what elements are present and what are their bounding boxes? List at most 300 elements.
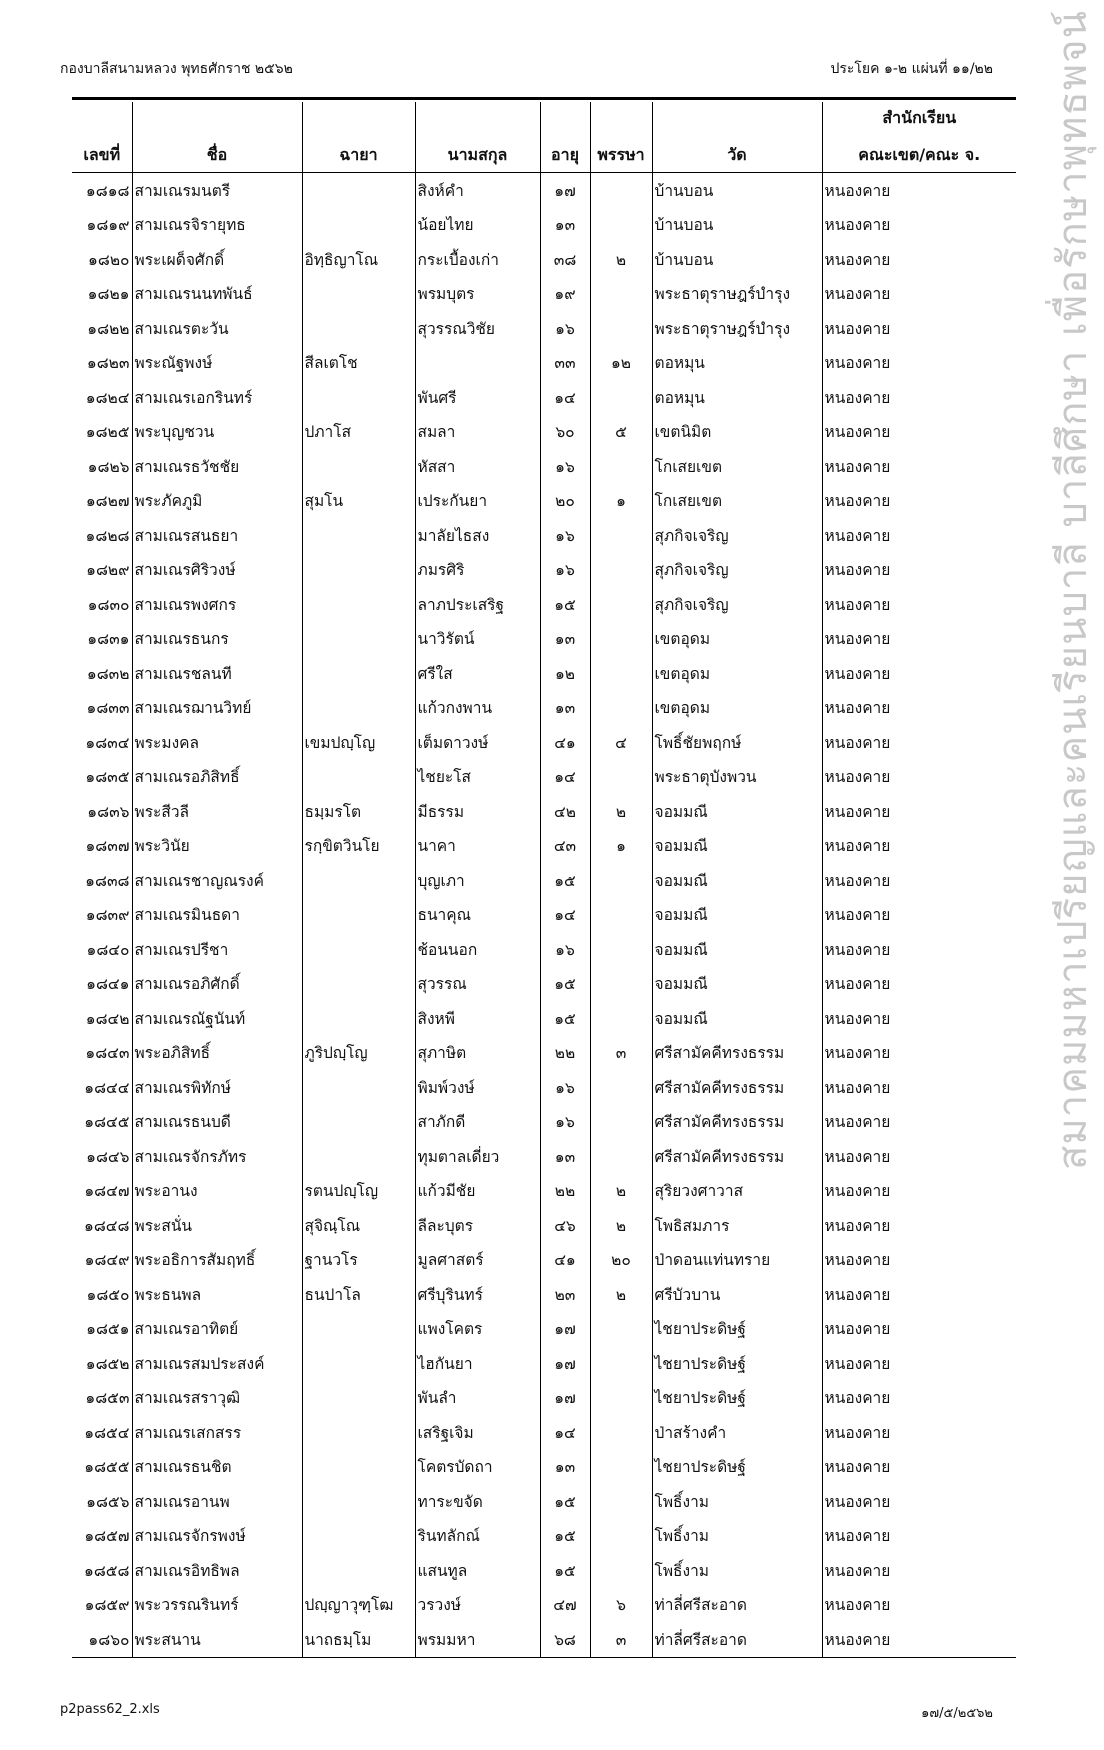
cell-surname: มูลศาสตร์: [415, 1243, 540, 1278]
cell-school: หนองคาย: [822, 1588, 1016, 1623]
table-row: [72, 311, 1016, 346]
cell-name: พระสนาน: [132, 1622, 302, 1657]
cell-school: หนองคาย: [822, 898, 1016, 933]
cell-age: ๑๕: [540, 1519, 590, 1554]
cell-name: พระสีวลี: [132, 794, 302, 829]
cell-age: ๔๖: [540, 1208, 590, 1243]
cell-surname: เสริฐเจิม: [415, 1415, 540, 1450]
cell-surname: มาลัยไธสง: [415, 518, 540, 553]
cell-num: ๑๘๒๒: [87, 319, 130, 338]
cell-age: ๑๙: [540, 277, 590, 312]
roster-table: [72, 102, 1016, 1658]
cell-name: สามเณรเสกสรร: [132, 1415, 302, 1450]
cell-pansa: [590, 967, 652, 1002]
table-row: [72, 967, 1016, 1002]
cell-age: ๑๔: [540, 380, 590, 415]
cell-surname: แสนทูล: [415, 1553, 540, 1588]
cell-age: ๑๓: [540, 208, 590, 243]
cell-pansa: [590, 277, 652, 312]
cell-num: ๑๘๕๒: [85, 1354, 130, 1373]
cell-age: ๑๖: [540, 311, 590, 346]
cell-surname: สุภาษิต: [415, 1036, 540, 1071]
cell-num: ๑๘๒๓: [86, 354, 130, 373]
cell-name: สามเณรธวัชชัย: [132, 449, 302, 484]
cell-num: ๑๘๔๕: [84, 1113, 130, 1132]
table-row: [72, 1139, 1016, 1174]
cell-school: หนองคาย: [822, 1553, 1016, 1588]
cell-name: สามเณรอิทธิพล: [132, 1553, 302, 1588]
cell-pansa: [590, 1105, 652, 1140]
cell-chaya: [302, 208, 415, 243]
cell-surname: ภมรศิริ: [415, 553, 540, 588]
footer-left: p2pass62_2.xls: [60, 1702, 160, 1717]
cell-wat: โกเสยเขต: [652, 484, 822, 519]
table-row: [72, 518, 1016, 553]
table-row: [72, 587, 1016, 622]
cell-chaya: อิทฺธิญาโณ: [302, 242, 415, 277]
cell-num: ๑๘๒๙: [86, 561, 130, 580]
cell-age: ๑๖: [540, 553, 590, 588]
cell-name: สามเณรธนชิต: [132, 1450, 302, 1485]
cell-age: ๔๗: [540, 1588, 590, 1623]
cell-chaya: [302, 1415, 415, 1450]
cell-num: ๑๘๔๘: [84, 1216, 130, 1235]
cell-chaya: [302, 691, 415, 726]
cell-surname: สิงหพี: [415, 1001, 540, 1036]
cell-age: ๑๗: [540, 1346, 590, 1381]
cell-num: ๑๘๒๖: [87, 457, 130, 476]
cell-age: ๑๕: [540, 863, 590, 898]
header-right: ประโยค ๑-๒ แผ่นที่ ๑๑/๒๒: [830, 61, 993, 77]
table-row: [72, 794, 1016, 829]
cell-pansa: ๖: [590, 1588, 652, 1623]
cell-name: สามเณรเอกรินทร์: [132, 380, 302, 415]
cell-name: สามเณรชาญณรงค์: [132, 863, 302, 898]
table-row: [72, 1036, 1016, 1071]
cell-pansa: [590, 311, 652, 346]
col-header-pansa: พรรษา: [590, 102, 652, 173]
table-row: [72, 691, 1016, 726]
cell-pansa: [590, 1312, 652, 1347]
cell-num: ๑๘๒๔: [85, 388, 130, 407]
cell-school: หนองคาย: [822, 1174, 1016, 1209]
col-header-age: อายุ: [540, 102, 590, 173]
cell-school: หนองคาย: [822, 1277, 1016, 1312]
cell-school: หนองคาย: [822, 1415, 1016, 1450]
cell-pansa: [590, 1484, 652, 1519]
cell-pansa: [590, 553, 652, 588]
cell-pansa: [590, 587, 652, 622]
cell-wat: ป่าดอนแท่นทราย: [652, 1243, 822, 1278]
cell-name: พระอภิสิทธิ์: [132, 1036, 302, 1071]
cell-school: หนองคาย: [822, 1243, 1016, 1278]
table-row: [72, 1553, 1016, 1588]
cell-school: หนองคาย: [822, 1622, 1016, 1657]
cell-school: หนองคาย: [822, 415, 1016, 450]
cell-num: ๑๘๕๑: [86, 1320, 130, 1339]
cell-surname: หัสสา: [415, 449, 540, 484]
cell-age: ๔๑: [540, 725, 590, 760]
cell-num: ๑๘๔๓: [85, 1044, 130, 1063]
cell-num: ๑๘๕๐: [86, 1285, 130, 1304]
table-row: [72, 1277, 1016, 1312]
table-top-rule: [72, 97, 1016, 100]
cell-school: หนองคาย: [822, 1208, 1016, 1243]
cell-name: สามเณรฌานวิทย์: [132, 691, 302, 726]
cell-chaya: นาถธมฺโม: [302, 1622, 415, 1657]
cell-num: ๑๘๔๑: [86, 975, 130, 994]
cell-chaya: [302, 587, 415, 622]
cell-wat: โพธิ์งาม: [652, 1519, 822, 1554]
cell-surname: พันลำ: [415, 1381, 540, 1416]
cell-age: ๑๓: [540, 1139, 590, 1174]
cell-chaya: ปญฺญาวุฑฺโฒ: [302, 1588, 415, 1623]
table-row: [72, 380, 1016, 415]
cell-num: ๑๘๔๐: [86, 940, 130, 959]
cell-age: ๑๓: [540, 622, 590, 657]
cell-pansa: [590, 518, 652, 553]
table-row: [72, 208, 1016, 243]
col-header-name: ชื่อ: [132, 102, 302, 173]
cell-chaya: [302, 932, 415, 967]
cell-pansa: ๒: [590, 242, 652, 277]
cell-name: พระบุญชวน: [132, 415, 302, 450]
cell-school: หนองคาย: [822, 760, 1016, 795]
cell-school: หนองคาย: [822, 656, 1016, 691]
cell-chaya: ปภาโส: [302, 415, 415, 450]
cell-pansa: ๑๒: [590, 346, 652, 381]
cell-num: ๑๘๒๕: [85, 423, 130, 442]
cell-chaya: [302, 553, 415, 588]
cell-chaya: [302, 1312, 415, 1347]
table-row: [72, 1622, 1016, 1657]
cell-age: ๓๓: [540, 346, 590, 381]
cell-age: ๑๖: [540, 1105, 590, 1140]
cell-school: หนองคาย: [822, 1381, 1016, 1416]
cell-name: สามเณรจักรพงษ์: [132, 1519, 302, 1554]
cell-pansa: ๒: [590, 1174, 652, 1209]
cell-name: พระมงคล: [132, 725, 302, 760]
cell-pansa: [590, 380, 652, 415]
cell-school: หนองคาย: [822, 380, 1016, 415]
cell-wat: บ้านบอน: [652, 242, 822, 277]
cell-wat: ศรีสามัคคีทรงธรรม: [652, 1070, 822, 1105]
table-row: [72, 1415, 1016, 1450]
table-header-row: [72, 102, 1016, 173]
cell-wat: ศรีสามัคคีทรงธรรม: [652, 1105, 822, 1140]
table-row: [72, 932, 1016, 967]
cell-num: ๑๘๓๐: [87, 595, 130, 614]
cell-wat: สุภกิจเจริญ: [652, 587, 822, 622]
cell-name: สามเณรพงศกร: [132, 587, 302, 622]
table-row: [72, 1208, 1016, 1243]
table-row: [72, 725, 1016, 760]
cell-wat: ตอหมุน: [652, 380, 822, 415]
cell-surname: สาภักดี: [415, 1105, 540, 1140]
cell-school: หนองคาย: [822, 208, 1016, 243]
cell-name: สามเณรอานพ: [132, 1484, 302, 1519]
cell-age: ๑๒: [540, 656, 590, 691]
cell-surname: พรมบุตร: [415, 277, 540, 312]
cell-surname: แพงโคตร: [415, 1312, 540, 1347]
cell-num: ๑๘๔๙: [84, 1251, 130, 1270]
cell-wat: จอมมณี: [652, 794, 822, 829]
cell-surname: ธนาคุณ: [415, 898, 540, 933]
table-row: [72, 1484, 1016, 1519]
cell-chaya: [302, 1070, 415, 1105]
col-header-num: เลขที่: [72, 102, 132, 173]
table-row: [72, 863, 1016, 898]
cell-num: ๑๘๒๘: [85, 526, 130, 545]
cell-name: พระสนั่น: [132, 1208, 302, 1243]
table-row: [72, 1312, 1016, 1347]
cell-name: พระอานง: [132, 1174, 302, 1209]
cell-wat: ไชยาประดิษฐ์: [652, 1346, 822, 1381]
cell-chaya: [302, 1484, 415, 1519]
cell-chaya: [302, 173, 415, 208]
cell-school: หนองคาย: [822, 829, 1016, 864]
cell-wat: เขตอุดม: [652, 622, 822, 657]
cell-num: ๑๘๔๒: [85, 1009, 130, 1028]
cell-wat: จอมมณี: [652, 898, 822, 933]
cell-chaya: [302, 380, 415, 415]
cell-pansa: [590, 1381, 652, 1416]
cell-age: ๑๗: [540, 1312, 590, 1347]
cell-name: สามเณรธนกร: [132, 622, 302, 657]
cell-num: ๑๘๕๘: [84, 1561, 130, 1580]
cell-school: หนองคาย: [822, 311, 1016, 346]
cell-chaya: [302, 1105, 415, 1140]
table-row: [72, 1381, 1016, 1416]
cell-name: พระธนพล: [132, 1277, 302, 1312]
cell-age: ๑๔: [540, 898, 590, 933]
cell-pansa: [590, 1346, 652, 1381]
cell-name: พระอธิการสัมฤทธิ์: [132, 1243, 302, 1278]
cell-name: สามเณรสนธยา: [132, 518, 302, 553]
cell-wat: ไชยาประดิษฐ์: [652, 1312, 822, 1347]
cell-pansa: [590, 656, 652, 691]
cell-wat: โกเสยเขต: [652, 449, 822, 484]
cell-chaya: [302, 449, 415, 484]
table-row: [72, 484, 1016, 519]
cell-pansa: [590, 1001, 652, 1036]
cell-surname: วรวงษ์: [415, 1588, 540, 1623]
cell-surname: ศรีบุรินทร์: [415, 1277, 540, 1312]
cell-surname: ศรีใส: [415, 656, 540, 691]
cell-school: หนองคาย: [822, 1346, 1016, 1381]
cell-wat: จอมมณี: [652, 829, 822, 864]
table-row: [72, 173, 1016, 208]
cell-wat: เขตอุดม: [652, 691, 822, 726]
cell-pansa: ๓: [590, 1036, 652, 1071]
cell-school: หนองคาย: [822, 1450, 1016, 1485]
cell-chaya: [302, 1519, 415, 1554]
cell-school: หนองคาย: [822, 932, 1016, 967]
cell-pansa: ๕: [590, 415, 652, 450]
cell-age: ๖๐: [540, 415, 590, 450]
cell-name: สามเณรศิริวงษ์: [132, 553, 302, 588]
cell-num: ๑๘๓๒: [86, 664, 130, 683]
cell-surname: น้อยไทย: [415, 208, 540, 243]
cell-num: ๑๘๕๖: [86, 1492, 130, 1511]
footer-right: ๑๗/๕/๒๕๖๒: [921, 1706, 993, 1721]
cell-surname: พันศรี: [415, 380, 540, 415]
cell-age: ๑๗: [540, 173, 590, 208]
cell-school: หนองคาย: [822, 1036, 1016, 1071]
cell-num: ๑๘๕๓: [85, 1389, 130, 1408]
cell-name: สามเณรนนทพันธ์: [132, 277, 302, 312]
cell-chaya: ธมฺมรโต: [302, 794, 415, 829]
cell-name: สามเณรมนตรี: [132, 173, 302, 208]
cell-wat: สุภกิจเจริญ: [652, 553, 822, 588]
cell-wat: โพธิ์งาม: [652, 1553, 822, 1588]
cell-surname: แก้วกงพาน: [415, 691, 540, 726]
cell-surname: สิงห์คำ: [415, 173, 540, 208]
cell-num: ๑๘๑๘: [85, 181, 130, 200]
cell-school: หนองคาย: [822, 1105, 1016, 1140]
cell-surname: ช้อนนอก: [415, 932, 540, 967]
cell-name: พระณัฐพงษ์: [132, 346, 302, 381]
cell-chaya: [302, 1553, 415, 1588]
cell-age: ๑๕: [540, 1484, 590, 1519]
cell-pansa: [590, 932, 652, 967]
cell-school: หนองคาย: [822, 691, 1016, 726]
cell-chaya: [302, 760, 415, 795]
cell-num: ๑๘๒๗: [85, 492, 130, 511]
cell-wat: ท่าลี่ศรีสะอาด: [652, 1588, 822, 1623]
cell-wat: บ้านบอน: [652, 173, 822, 208]
header-left: กองบาลีสนามหลวง พุทธศักราช ๒๕๖๒: [60, 61, 293, 77]
cell-surname: มีธรรม: [415, 794, 540, 829]
cell-wat: ไชยาประดิษฐ์: [652, 1381, 822, 1416]
cell-age: ๑๕: [540, 587, 590, 622]
cell-name: พระภัคภูมิ: [132, 484, 302, 519]
cell-pansa: [590, 760, 652, 795]
cell-chaya: [302, 656, 415, 691]
cell-name: พระวรรณรินทร์: [132, 1588, 302, 1623]
cell-chaya: รตนปญฺโญ: [302, 1174, 415, 1209]
cell-surname: ไฮกันยา: [415, 1346, 540, 1381]
cell-num: ๑๘๓๑: [87, 630, 130, 649]
table-row: [72, 449, 1016, 484]
cell-surname: บุญเภา: [415, 863, 540, 898]
cell-wat: จอมมณี: [652, 932, 822, 967]
cell-pansa: [590, 1070, 652, 1105]
cell-wat: บ้านบอน: [652, 208, 822, 243]
cell-wat: ศรีสามัคคีทรงธรรม: [652, 1036, 822, 1071]
cell-name: สามเณรพิทักษ์: [132, 1070, 302, 1105]
cell-wat: เขตอุดม: [652, 656, 822, 691]
cell-pansa: [590, 1553, 652, 1588]
table-row: [72, 1450, 1016, 1485]
cell-age: ๑๖: [540, 449, 590, 484]
col-header-school-line2: คณะเขต/คณะ จ.: [858, 145, 981, 164]
cell-school: หนองคาย: [822, 794, 1016, 829]
cell-num: ๑๘๖๐: [72, 1622, 132, 1657]
cell-wat: พระธาตุราษฎร์บำรุง: [652, 277, 822, 312]
table-row: [72, 622, 1016, 657]
cell-name: สามเณรธนบดี: [132, 1105, 302, 1140]
cell-pansa: [590, 1450, 652, 1485]
cell-school: หนองคาย: [822, 725, 1016, 760]
watermark-text: สมาคมมหาเปรียญและคนเรียนบาลี บาลีศึกษา เพื่อรักษาพุทธพจน์: [1050, 10, 1096, 1170]
cell-name: สามเณรณัฐนันท์: [132, 1001, 302, 1036]
cell-pansa: ๑: [590, 829, 652, 864]
cell-school: หนองคาย: [822, 967, 1016, 1002]
cell-wat: โพธิ์ชัยพฤกษ์: [652, 725, 822, 760]
table-row: [72, 1243, 1016, 1278]
cell-school: หนองคาย: [822, 1484, 1016, 1519]
table-row: [72, 1519, 1016, 1554]
cell-wat: ศรีสามัคคีทรงธรรม: [652, 1139, 822, 1174]
col-header-surname: นามสกุล: [415, 102, 540, 173]
cell-num: ๑๘๓๘: [85, 871, 130, 890]
cell-school: หนองคาย: [822, 622, 1016, 657]
cell-age: ๑๖: [540, 518, 590, 553]
cell-school: หนองคาย: [822, 1519, 1016, 1554]
cell-chaya: [302, 277, 415, 312]
cell-num: ๑๘๕๔: [84, 1423, 130, 1442]
cell-school: หนองคาย: [822, 1001, 1016, 1036]
cell-surname: เประกันยา: [415, 484, 540, 519]
cell-age: ๒๒: [540, 1174, 590, 1209]
cell-name: พระเผด็จศักดิ์: [132, 242, 302, 277]
cell-surname: ลาภประเสริฐ: [415, 587, 540, 622]
cell-wat: สุภกิจเจริญ: [652, 518, 822, 553]
cell-chaya: [302, 1450, 415, 1485]
cell-chaya: [302, 863, 415, 898]
cell-wat: ตอหมุน: [652, 346, 822, 381]
cell-wat: โพธิ์งาม: [652, 1484, 822, 1519]
cell-surname: ทาระขจัด: [415, 1484, 540, 1519]
cell-age: ๑๗: [540, 1381, 590, 1416]
cell-surname: โคตรบัดถา: [415, 1450, 540, 1485]
cell-name: สามเณรสมประสงค์: [132, 1346, 302, 1381]
cell-wat: จอมมณี: [652, 1001, 822, 1036]
cell-age: ๑๓: [540, 691, 590, 726]
cell-num: ๑๘๓๓: [86, 699, 130, 718]
col-header-chaya: ฉายา: [302, 102, 415, 173]
cell-age: ๑๕: [540, 967, 590, 1002]
cell-chaya: สุจิณฺโณ: [302, 1208, 415, 1243]
cell-school: หนองคาย: [822, 553, 1016, 588]
cell-chaya: ภูริปญฺโญ: [302, 1036, 415, 1071]
cell-wat: สุริยวงศาวาส: [652, 1174, 822, 1209]
cell-wat: โพธิสมภาร: [652, 1208, 822, 1243]
cell-chaya: สีลเตโช: [302, 346, 415, 381]
cell-school: หนองคาย: [822, 1070, 1016, 1105]
cell-pansa: [590, 898, 652, 933]
cell-num: ๑๘๒๐: [88, 250, 130, 269]
cell-age: ๑๓: [540, 1450, 590, 1485]
cell-surname: รินทลักณ์: [415, 1519, 540, 1554]
table-row: [72, 415, 1016, 450]
table-row: [72, 277, 1016, 312]
cell-age: ๒๐: [540, 484, 590, 519]
cell-age: ๑๖: [540, 1070, 590, 1105]
cell-num: ๑๘๔๖: [86, 1147, 130, 1166]
cell-age: ๔๒: [540, 794, 590, 829]
cell-school: หนองคาย: [822, 484, 1016, 519]
cell-school: หนองคาย: [822, 242, 1016, 277]
cell-school: หนองคาย: [822, 863, 1016, 898]
col-header-school-line1: สำนักเรียน: [882, 108, 957, 127]
cell-chaya: เขมปญฺโญ: [302, 725, 415, 760]
table-row: [72, 656, 1016, 691]
cell-name: สามเณรตะวัน: [132, 311, 302, 346]
cell-wat: เขตนิมิต: [652, 415, 822, 450]
cell-num: ๑๘๓๔: [85, 733, 130, 752]
